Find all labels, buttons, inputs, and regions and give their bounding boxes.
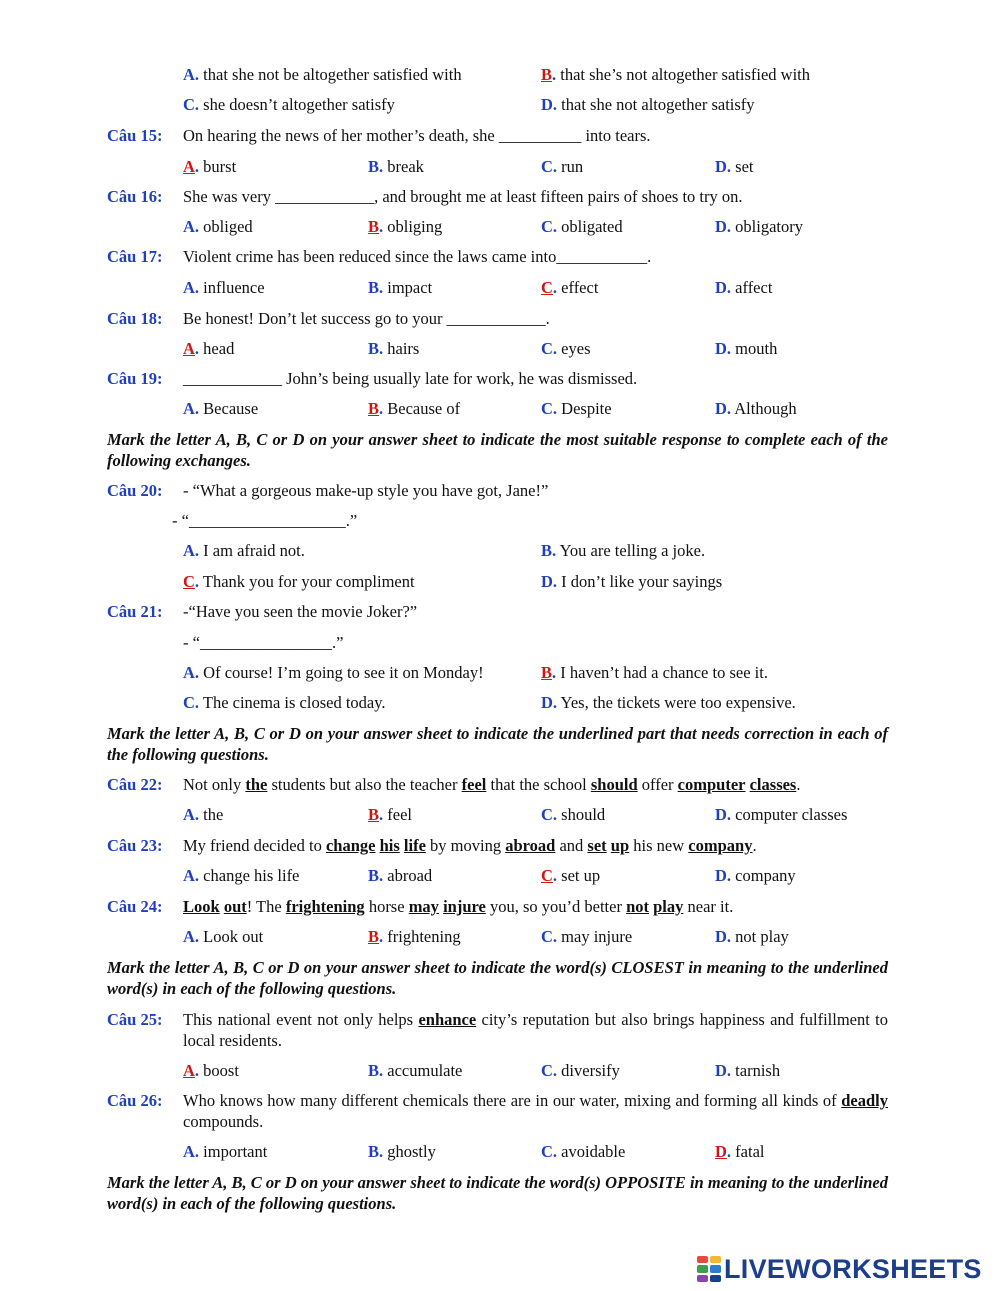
q25-option-d[interactable]: D. tarnish: [715, 1061, 781, 1080]
q22-option-b[interactable]: B. feel: [368, 805, 412, 824]
response-blank: - “___________________.”: [172, 511, 358, 530]
q23-option-d[interactable]: D. company: [715, 866, 796, 885]
q16-option-b[interactable]: B. obliging: [368, 217, 443, 236]
section-instruction: Mark the letter A, B, C or D on your answer sheet to indicate the most suitable response to complete each of the following exchanges.: [107, 430, 888, 470]
question-text: On hearing the news of her mother’s death, she __________ into tears.: [183, 126, 651, 145]
q17-option-d[interactable]: D. affect: [715, 278, 773, 297]
underlined-word: computer: [677, 775, 746, 794]
question-text: Violent crime has been reduced since the laws came into___________.: [183, 247, 652, 266]
q18-option-d[interactable]: D. mouth: [715, 339, 778, 358]
q23-option-a[interactable]: A. change his life: [183, 866, 300, 885]
q20-option-a[interactable]: A. I am afraid not.: [183, 541, 305, 560]
q23-option-b[interactable]: B. abroad: [368, 866, 433, 885]
liveworksheets-logo-icon: [697, 1256, 721, 1282]
q21-option-d[interactable]: D. Yes, the tickets were too expensive.: [541, 693, 796, 712]
q24-option-a[interactable]: A. Look out: [183, 927, 264, 946]
logo-text: LIVEWORKSHEETS: [724, 1253, 982, 1284]
question-text: This national event not only helps enhance city’s reputation but also brings happiness and fulfillment to local residents.: [183, 1010, 888, 1050]
underlined-word: classes: [749, 775, 797, 794]
q15-option-d[interactable]: D. set: [715, 157, 754, 176]
question-label: Câu 22:: [107, 775, 163, 794]
question-label: Câu 17:: [107, 247, 163, 266]
q18-option-c[interactable]: C. eyes: [541, 339, 591, 358]
q16-option-c[interactable]: C. obligated: [541, 217, 623, 236]
q19-option-c[interactable]: C. Despite: [541, 399, 612, 418]
question-label: Câu 20:: [107, 481, 163, 500]
option-letter: A: [183, 65, 195, 84]
q21-option-c[interactable]: C. The cinema is closed today.: [183, 693, 386, 712]
q18-option-a[interactable]: A. head: [183, 339, 235, 358]
q14-option-b[interactable]: B. that she’s not altogether satisfied with: [541, 65, 811, 84]
q19-option-d[interactable]: D. Although: [715, 399, 797, 418]
question-text: Not only the students but also the teacher feel that the school should offer computer classes.: [183, 775, 801, 794]
question-text: Be honest! Don’t let success go to your ____________.: [183, 309, 550, 328]
q24-option-d[interactable]: D. not play: [715, 927, 789, 946]
q17-option-a[interactable]: A. influence: [183, 278, 265, 297]
question-label: Câu 24:: [107, 897, 163, 916]
question-label: Câu 18:: [107, 309, 163, 328]
q19-option-a[interactable]: A. Because: [183, 399, 259, 418]
q26-option-c[interactable]: C. avoidable: [541, 1142, 626, 1161]
q16-option-d[interactable]: D. obligatory: [715, 217, 803, 236]
question-label: Câu 15:: [107, 126, 163, 145]
q25-option-a[interactable]: A. boost: [183, 1061, 239, 1080]
q26-option-a[interactable]: A. important: [183, 1142, 268, 1161]
q14-option-a[interactable]: A. that she not be altogether satisfied with: [183, 65, 462, 84]
liveworksheets-logo[interactable]: [697, 1254, 982, 1284]
question-text: She was very ____________, and brought me at least fifteen pairs of shoes to try on.: [183, 187, 743, 206]
q23-option-c[interactable]: C. set up: [541, 866, 601, 885]
question-text: -“Have you seen the movie Joker?”: [183, 602, 418, 621]
question-text: Who knows how many different chemicals there are in our water, mixing and forming all kinds of deadly compounds.: [183, 1091, 888, 1131]
underlined-word: should: [590, 775, 638, 794]
q15-option-b[interactable]: B. break: [368, 157, 424, 176]
question-label: Câu 25:: [107, 1010, 163, 1029]
q25-option-b[interactable]: B. accumulate: [368, 1061, 463, 1080]
response-blank: - “________________.”: [183, 633, 344, 652]
section-instruction: Mark the letter A, B, C or D on your answer sheet to indicate the word(s) CLOSEST in meaning to the underlined word(s) in each of the following questions.: [107, 958, 888, 998]
question-label: Câu 23:: [107, 836, 163, 855]
q22-option-c[interactable]: C. should: [541, 805, 606, 824]
question-label: Câu 21:: [107, 602, 163, 621]
question-text: Look out! The frightening horse may injure you, so you’d better not play near it.: [183, 897, 734, 916]
question-label: Câu 26:: [107, 1091, 163, 1110]
question-label: Câu 16:: [107, 187, 163, 206]
question-text: ____________ John’s being usually late for work, he was dismissed.: [183, 369, 638, 388]
underlined-word: the: [245, 775, 268, 794]
q21-option-b[interactable]: B. I haven’t had a chance to see it.: [541, 663, 768, 682]
section-instruction: Mark the letter A, B, C or D on your answer sheet to indicate the word(s) OPPOSITE in meaning to the underlined word(s) in each of the following questions.: [107, 1173, 888, 1213]
q22-option-a[interactable]: A. the: [183, 805, 224, 824]
q17-option-b[interactable]: B. impact: [368, 278, 433, 297]
q25-option-c[interactable]: C. diversify: [541, 1061, 620, 1080]
q15-option-a[interactable]: A. burst: [183, 157, 237, 176]
q21-option-a[interactable]: A. Of course! I’m going to see it on Monday!: [183, 663, 484, 682]
question-label: Câu 19:: [107, 369, 163, 388]
question-text: My friend decided to change his life by moving abroad and set up his new company.: [183, 836, 757, 855]
q18-option-b[interactable]: B. hairs: [368, 339, 420, 358]
option-letter-correct: B: [541, 65, 553, 84]
section-instruction: Mark the letter A, B, C or D on your answer sheet to indicate the underlined part that needs correction in each of the following questions.: [107, 724, 888, 764]
question-text: - “What a gorgeous make-up style you have got, Jane!”: [183, 481, 549, 500]
q26-option-b[interactable]: B. ghostly: [368, 1142, 436, 1161]
q22-option-d[interactable]: D. computer classes: [715, 805, 848, 824]
q16-option-a[interactable]: A. obliged: [183, 217, 253, 236]
q20-option-b[interactable]: B. You are telling a joke.: [541, 541, 706, 560]
q14-option-c[interactable]: C. she doesn’t altogether satisfy: [183, 95, 395, 114]
q20-option-d[interactable]: D. I don’t like your sayings: [541, 572, 723, 591]
q17-option-c[interactable]: C. effect: [541, 278, 599, 297]
q24-option-c[interactable]: C. may injure: [541, 927, 633, 946]
q15-option-c[interactable]: C. run: [541, 157, 584, 176]
q20-option-c[interactable]: C. Thank you for your compliment: [183, 572, 415, 591]
q26-option-d[interactable]: D. fatal: [715, 1142, 765, 1161]
underlined-word: feel: [461, 775, 487, 794]
q14-option-d[interactable]: D. that she not altogether satisfy: [541, 95, 755, 114]
q24-option-b[interactable]: B. frightening: [368, 927, 461, 946]
q19-option-b[interactable]: B. Because of: [368, 399, 461, 418]
